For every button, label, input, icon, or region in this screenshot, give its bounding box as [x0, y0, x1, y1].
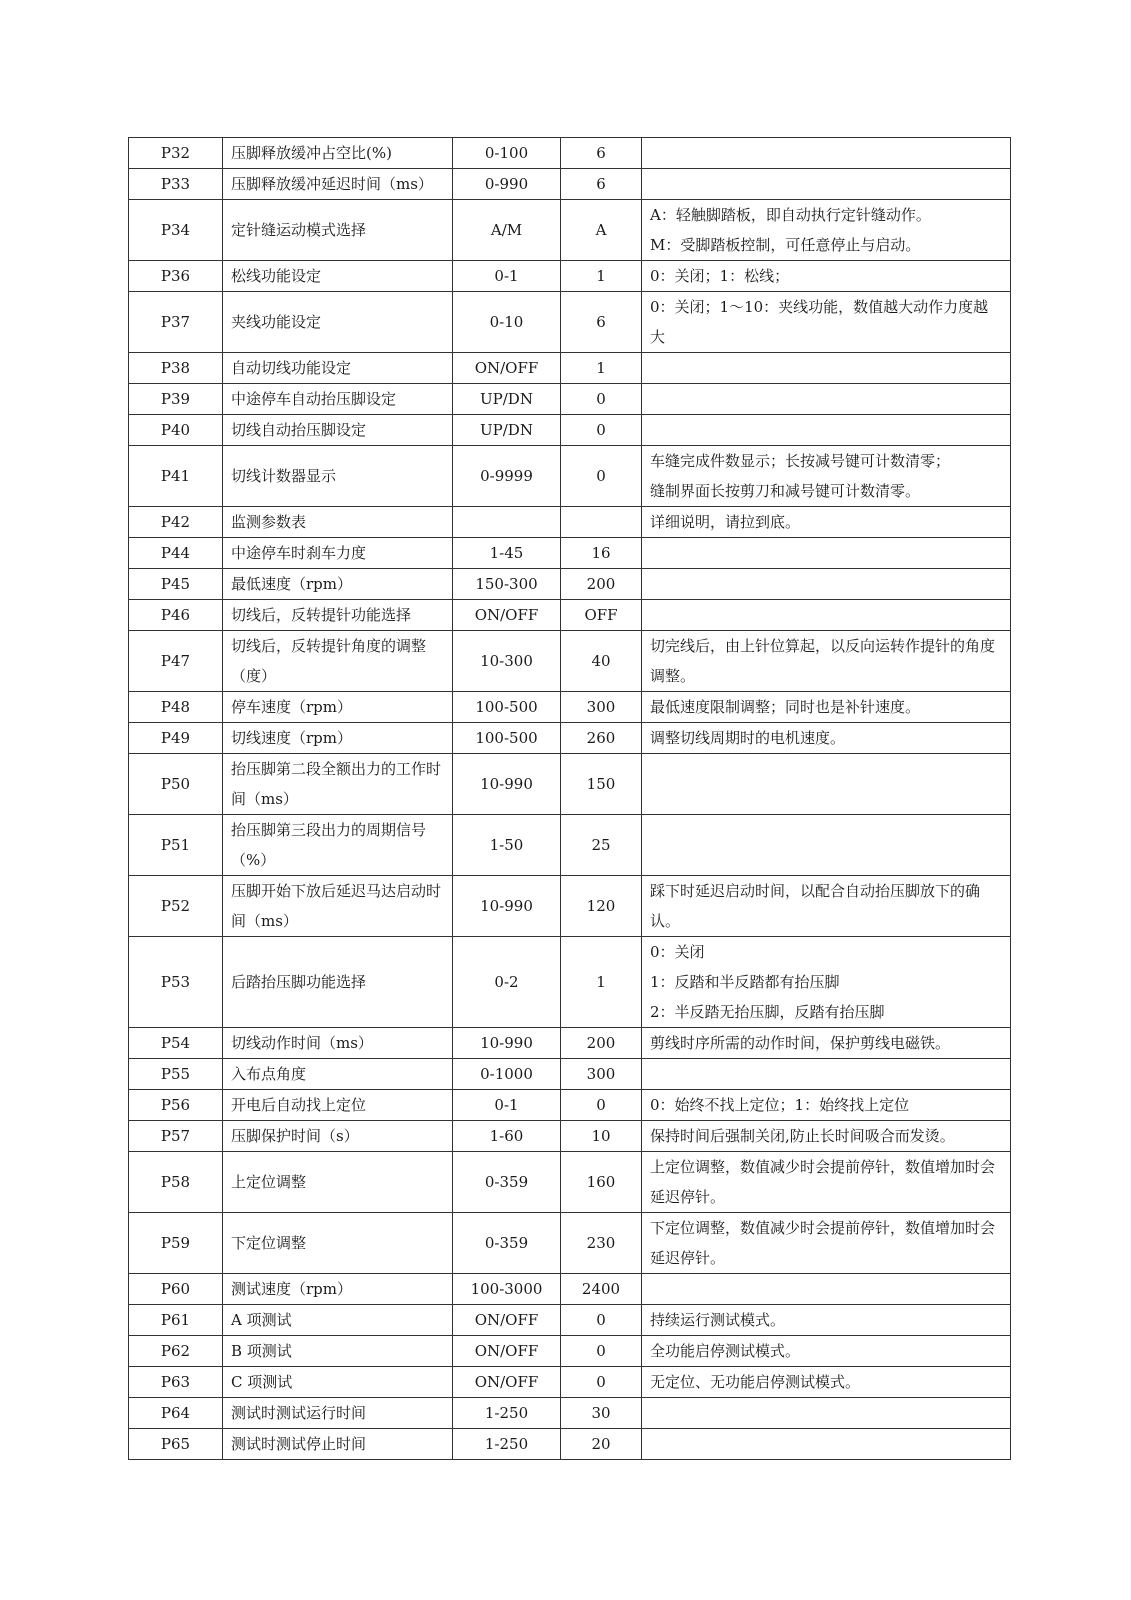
- param-note: 上定位调整，数值减少时会提前停针，数值增加时会延迟停针。: [642, 1152, 1011, 1213]
- param-note: 切完线后，由上针位算起，以反向运转作提针的角度调整。: [642, 631, 1011, 692]
- table-row: [129, 1059, 1011, 1090]
- param-name: 自动切线功能设定: [223, 353, 453, 384]
- param-name: 切线后，反转提针角度的调整（度）: [223, 631, 453, 692]
- param-range: 0-2: [453, 937, 561, 1028]
- param-code: P50: [129, 754, 223, 815]
- param-code: P42: [129, 507, 223, 538]
- param-code: P58: [129, 1152, 223, 1213]
- table-row: [129, 353, 1011, 384]
- param-default-value: 25: [561, 815, 642, 876]
- param-default-value: A: [561, 200, 642, 261]
- param-default-value: 0: [561, 415, 642, 446]
- param-name: C 项测试: [223, 1367, 453, 1398]
- table-row: [129, 692, 1011, 723]
- param-default-value: [561, 507, 642, 538]
- param-default-value: 40: [561, 631, 642, 692]
- param-default-value: 16: [561, 538, 642, 569]
- param-range: 1-250: [453, 1398, 561, 1429]
- param-range: 10-990: [453, 876, 561, 937]
- param-note: [642, 1429, 1011, 1460]
- param-name: 上定位调整: [223, 1152, 453, 1213]
- table-row: [129, 1028, 1011, 1059]
- param-default-value: 150: [561, 754, 642, 815]
- param-code: P47: [129, 631, 223, 692]
- param-default-value: 6: [561, 169, 642, 200]
- param-range: 0-359: [453, 1152, 561, 1213]
- param-range: 100-3000: [453, 1274, 561, 1305]
- param-code: P49: [129, 723, 223, 754]
- param-range: 1-60: [453, 1121, 561, 1152]
- param-code: P36: [129, 261, 223, 292]
- table-row: [129, 384, 1011, 415]
- param-default-value: 260: [561, 723, 642, 754]
- param-default-value: OFF: [561, 600, 642, 631]
- table-row: [129, 169, 1011, 200]
- param-default-value: 1: [561, 937, 642, 1028]
- table-row: [129, 507, 1011, 538]
- param-range: ON/OFF: [453, 600, 561, 631]
- param-code: P59: [129, 1213, 223, 1274]
- param-default-value: 6: [561, 138, 642, 169]
- param-note: 0：关闭；1～10：夹线功能，数值越大动作力度越大: [642, 292, 1011, 353]
- param-default-value: 300: [561, 692, 642, 723]
- param-name: 开电后自动找上定位: [223, 1090, 453, 1121]
- param-default-value: 0: [561, 1367, 642, 1398]
- param-code: P44: [129, 538, 223, 569]
- param-default-value: 0: [561, 1336, 642, 1367]
- table-row: [129, 1367, 1011, 1398]
- param-note: [642, 169, 1011, 200]
- param-code: P64: [129, 1398, 223, 1429]
- table-row: [129, 1121, 1011, 1152]
- param-default-value: 0: [561, 1090, 642, 1121]
- param-name: 夹线功能设定: [223, 292, 453, 353]
- param-range: 0-1: [453, 261, 561, 292]
- param-note: [642, 138, 1011, 169]
- param-range: 150-300: [453, 569, 561, 600]
- param-code: P54: [129, 1028, 223, 1059]
- table-row: [129, 415, 1011, 446]
- table-row: [129, 569, 1011, 600]
- table-row: [129, 815, 1011, 876]
- param-code: P40: [129, 415, 223, 446]
- param-default-value: 1: [561, 353, 642, 384]
- param-note: [642, 569, 1011, 600]
- param-note: [642, 754, 1011, 815]
- parameter-table-body: [129, 138, 1011, 1460]
- param-default-value: 2400: [561, 1274, 642, 1305]
- param-name: B 项测试: [223, 1336, 453, 1367]
- table-row: [129, 1305, 1011, 1336]
- param-code: P60: [129, 1274, 223, 1305]
- param-name: 压脚保护时间（s）: [223, 1121, 453, 1152]
- param-note: [642, 353, 1011, 384]
- param-default-value: 200: [561, 1028, 642, 1059]
- param-code: P41: [129, 446, 223, 507]
- param-name: 切线计数器显示: [223, 446, 453, 507]
- param-name: 压脚释放缓冲占空比(%): [223, 138, 453, 169]
- param-name: 中途停车自动抬压脚设定: [223, 384, 453, 415]
- parameter-table: [128, 137, 1011, 1460]
- param-note: [642, 815, 1011, 876]
- param-range: 1-45: [453, 538, 561, 569]
- param-note: [642, 1274, 1011, 1305]
- table-row: [129, 292, 1011, 353]
- table-row: [129, 754, 1011, 815]
- param-range: 1-250: [453, 1429, 561, 1460]
- param-note: 无定位、无功能启停测试模式。: [642, 1367, 1011, 1398]
- param-range: 0-1000: [453, 1059, 561, 1090]
- table-row: [129, 446, 1011, 507]
- table-row: [129, 1152, 1011, 1213]
- param-name: 测试速度（rpm）: [223, 1274, 453, 1305]
- param-name: 抬压脚第二段全额出力的工作时间（ms）: [223, 754, 453, 815]
- param-note: 全功能启停测试模式。: [642, 1336, 1011, 1367]
- param-code: P34: [129, 200, 223, 261]
- table-row: [129, 1090, 1011, 1121]
- param-note: 0：关闭 1：反踏和半反踏都有抬压脚 2：半反踏无抬压脚，反踏有抬压脚: [642, 937, 1011, 1028]
- param-note: [642, 600, 1011, 631]
- param-name: 抬压脚第三段出力的周期信号（%）: [223, 815, 453, 876]
- param-code: P37: [129, 292, 223, 353]
- param-range: ON/OFF: [453, 353, 561, 384]
- table-row: [129, 1274, 1011, 1305]
- param-range: 100-500: [453, 692, 561, 723]
- param-default-value: 160: [561, 1152, 642, 1213]
- param-note: 0：关闭；1：松线；: [642, 261, 1011, 292]
- param-code: P61: [129, 1305, 223, 1336]
- param-name: 下定位调整: [223, 1213, 453, 1274]
- param-code: P57: [129, 1121, 223, 1152]
- param-note: A：轻触脚踏板，即自动执行定针缝动作。 M：受脚踏板控制，可任意停止与启动。: [642, 200, 1011, 261]
- param-code: P39: [129, 384, 223, 415]
- table-row: [129, 937, 1011, 1028]
- param-range: 1-50: [453, 815, 561, 876]
- param-default-value: 20: [561, 1429, 642, 1460]
- table-row: [129, 1429, 1011, 1460]
- param-code: P38: [129, 353, 223, 384]
- param-code: P52: [129, 876, 223, 937]
- param-default-value: 0: [561, 384, 642, 415]
- param-range: 10-990: [453, 754, 561, 815]
- param-name: 入布点角度: [223, 1059, 453, 1090]
- table-row: [129, 1398, 1011, 1429]
- param-range: 0-359: [453, 1213, 561, 1274]
- param-note: [642, 1398, 1011, 1429]
- param-range: 0-100: [453, 138, 561, 169]
- param-note: 0：始终不找上定位；1：始终找上定位: [642, 1090, 1011, 1121]
- param-code: P51: [129, 815, 223, 876]
- param-range: 100-500: [453, 723, 561, 754]
- table-row: [129, 600, 1011, 631]
- param-range: 0-1: [453, 1090, 561, 1121]
- param-range: [453, 507, 561, 538]
- param-note: [642, 384, 1011, 415]
- param-range: ON/OFF: [453, 1336, 561, 1367]
- param-default-value: 200: [561, 569, 642, 600]
- param-default-value: 300: [561, 1059, 642, 1090]
- param-code: P62: [129, 1336, 223, 1367]
- param-code: P32: [129, 138, 223, 169]
- param-range: A/M: [453, 200, 561, 261]
- param-default-value: 230: [561, 1213, 642, 1274]
- table-row: [129, 138, 1011, 169]
- table-row: [129, 261, 1011, 292]
- param-default-value: 6: [561, 292, 642, 353]
- param-name: A 项测试: [223, 1305, 453, 1336]
- param-code: P33: [129, 169, 223, 200]
- table-row: [129, 1213, 1011, 1274]
- table-row: [129, 631, 1011, 692]
- param-note: 调整切线周期时的电机速度。: [642, 723, 1011, 754]
- param-note: 下定位调整，数值减少时会提前停针，数值增加时会延迟停针。: [642, 1213, 1011, 1274]
- param-range: UP/DN: [453, 415, 561, 446]
- param-name: 切线速度（rpm）: [223, 723, 453, 754]
- param-note: 保持时间后强制关闭,防止长时间吸合而发烫。: [642, 1121, 1011, 1152]
- param-code: P53: [129, 937, 223, 1028]
- param-range: 0-9999: [453, 446, 561, 507]
- param-code: P48: [129, 692, 223, 723]
- param-code: P46: [129, 600, 223, 631]
- param-default-value: 1: [561, 261, 642, 292]
- param-name: 停车速度（rpm）: [223, 692, 453, 723]
- table-row: [129, 723, 1011, 754]
- param-name: 切线自动抬压脚设定: [223, 415, 453, 446]
- param-range: 0-990: [453, 169, 561, 200]
- param-code: P45: [129, 569, 223, 600]
- param-name: 松线功能设定: [223, 261, 453, 292]
- param-name: 压脚释放缓冲延迟时间（ms）: [223, 169, 453, 200]
- param-default-value: 0: [561, 1305, 642, 1336]
- param-note: 详细说明，请拉到底。: [642, 507, 1011, 538]
- table-row: [129, 200, 1011, 261]
- param-range: UP/DN: [453, 384, 561, 415]
- param-note: 车缝完成件数显示；长按减号键可计数清零； 缝制界面长按剪刀和减号键可计数清零。: [642, 446, 1011, 507]
- param-note: 持续运行测试模式。: [642, 1305, 1011, 1336]
- param-name: 切线动作时间（ms）: [223, 1028, 453, 1059]
- param-name: 后踏抬压脚功能选择: [223, 937, 453, 1028]
- param-code: P56: [129, 1090, 223, 1121]
- param-note: [642, 415, 1011, 446]
- param-name: 压脚开始下放后延迟马达启动时间（ms）: [223, 876, 453, 937]
- param-name: 中途停车时刹车力度: [223, 538, 453, 569]
- param-code: P55: [129, 1059, 223, 1090]
- param-code: P63: [129, 1367, 223, 1398]
- table-row: [129, 538, 1011, 569]
- param-range: ON/OFF: [453, 1305, 561, 1336]
- param-name: 切线后，反转提针功能选择: [223, 600, 453, 631]
- param-name: 监测参数表: [223, 507, 453, 538]
- param-note: 剪线时序所需的动作时间，保护剪线电磁铁。: [642, 1028, 1011, 1059]
- param-default-value: 10: [561, 1121, 642, 1152]
- param-default-value: 0: [561, 446, 642, 507]
- table-row: [129, 876, 1011, 937]
- param-note: 最低速度限制调整；同时也是补针速度。: [642, 692, 1011, 723]
- param-name: 定针缝运动模式选择: [223, 200, 453, 261]
- param-note: [642, 1059, 1011, 1090]
- param-name: 最低速度（rpm）: [223, 569, 453, 600]
- param-note: 踩下时延迟启动时间，以配合自动抬压脚放下的确认。: [642, 876, 1011, 937]
- param-code: P65: [129, 1429, 223, 1460]
- param-range: ON/OFF: [453, 1367, 561, 1398]
- param-note: [642, 538, 1011, 569]
- param-name: 测试时测试运行时间: [223, 1398, 453, 1429]
- table-row: [129, 1336, 1011, 1367]
- param-name: 测试时测试停止时间: [223, 1429, 453, 1460]
- param-range: 10-990: [453, 1028, 561, 1059]
- param-default-value: 120: [561, 876, 642, 937]
- param-range: 10-300: [453, 631, 561, 692]
- param-default-value: 30: [561, 1398, 642, 1429]
- param-range: 0-10: [453, 292, 561, 353]
